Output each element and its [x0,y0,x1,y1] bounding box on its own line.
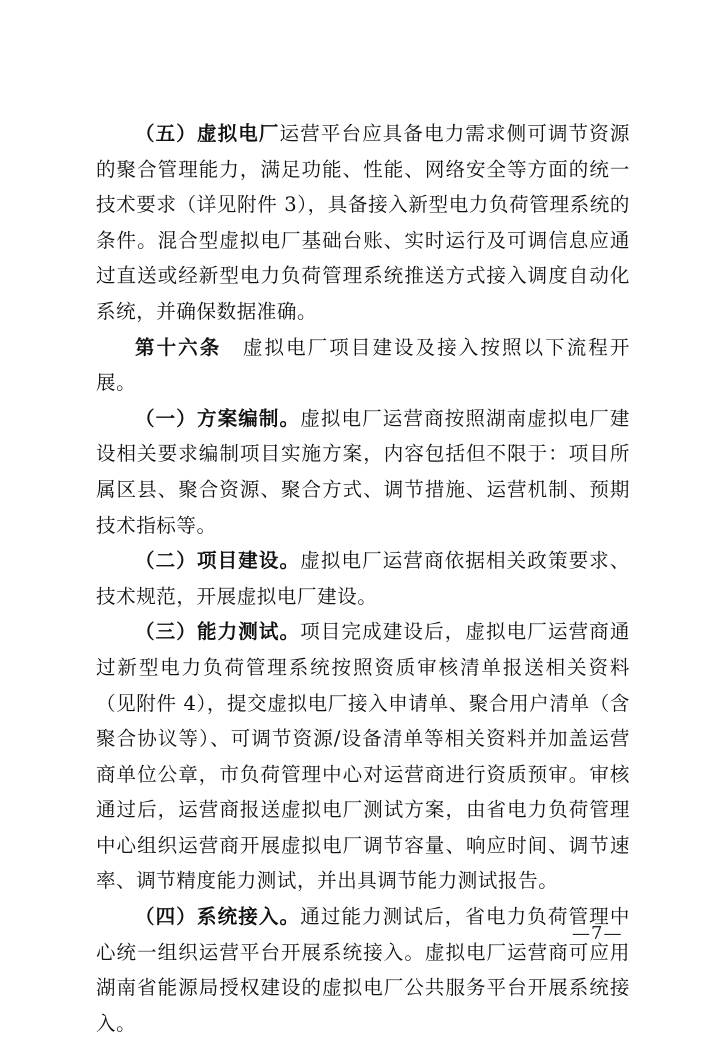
step-4-access [96,899,630,1041]
paragraph-text: 运营平台应具备电力需求侧可调节资源的聚合管理能力，满足功能、性能、网络安全等方面的统一技术要求（详见附件 3），具备接入新型电力负荷管理系统的条件。混合型虚拟电厂基础台账、实时运行及可调信息应通过直送或经新型电力负荷管理系统推送方式接入调度自动化系统，并确保数据准确。 [96,122,631,323]
article-16 [96,330,630,401]
step-lead: （二）项目建设。 [135,549,301,573]
article-text: 虚拟电厂项目建设及接入按照以下流程开展。 [96,335,630,395]
step-text: 虚拟电厂运营商按照湖南虚拟电厂建设相关要求编制项目实施方案，内容包括但不限于：项目所属区县、聚合资源、聚合方式、调节措施、运营机制、预期技术指标等。 [96,406,630,537]
page-number: —7— [572,923,623,944]
step-1-plan [96,401,630,543]
step-lead: （三）能力测试。 [135,620,301,644]
step-text: 虚拟电厂运营商依据相关政策要求、技术规范，开展虚拟电厂建设。 [96,549,630,608]
step-2-build [96,543,630,614]
document-body [96,116,630,1041]
step-text: 通过能力测试后，省电力负荷管理中心统一组织运营平台开展系统接入。虚拟电厂运营商可应用湖南省能源局授权建设的虚拟电厂公共服务平台开展系统接入。 [96,905,630,1035]
step-text: 项目完成建设后，虚拟电厂运营商通过新型电力负荷管理系统按照资质审核清单报送相关资料（见附件 4），提交虚拟电厂接入申请单、聚合用户清单（含聚合协议等）、可调节资源/设备清单等相关资料并加盖运营商单位公章，市负荷管理中心对运营商进行资质预审。审核通过后，运营商报送虚拟电厂测试方案，由省电力负荷管理中心组织运营商开展虚拟电厂调节容量、响应时间、调节速率、调节精度能力测试，并出具调节能力测试报告。 [96,620,630,893]
paragraph-5 [96,116,630,330]
article-heading: 第十六条 [135,335,222,359]
step-3-test [96,614,630,899]
paragraph-lead: （五）虚拟电厂 [135,122,280,145]
step-lead: （四）系统接入。 [135,905,301,929]
step-lead: （一）方案编制。 [135,406,301,430]
